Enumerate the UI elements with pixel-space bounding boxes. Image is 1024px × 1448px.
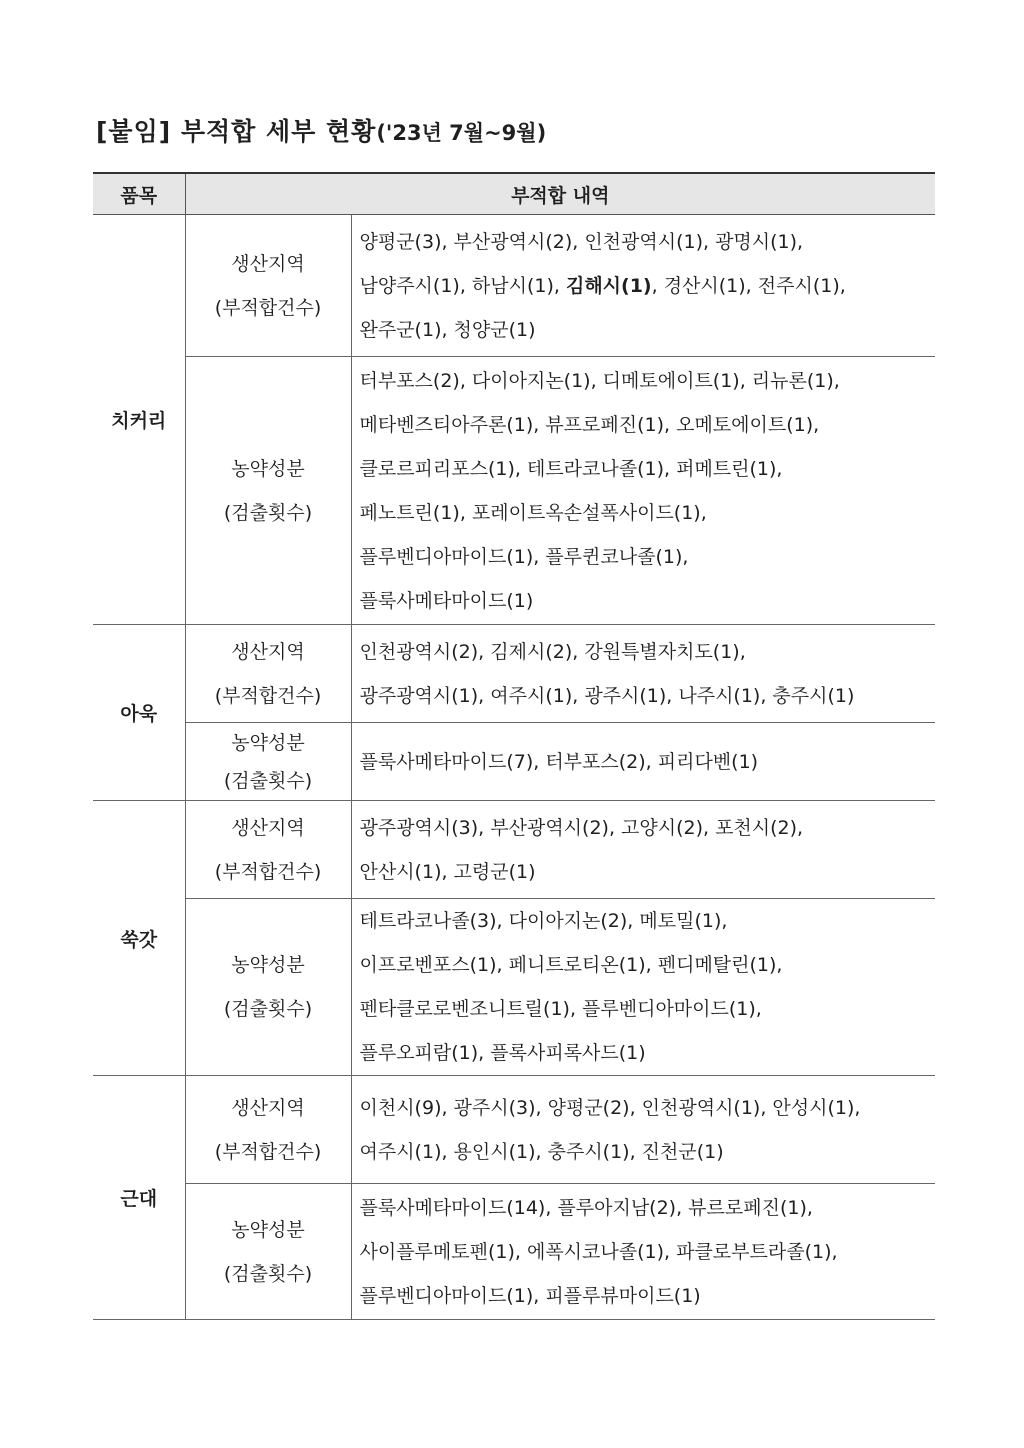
- type-cell: [185, 1076, 351, 1184]
- header-item: 품목: [93, 173, 185, 215]
- type-label: 생산지역: [231, 1096, 305, 1119]
- type-sublabel: (부적합건수): [214, 1140, 322, 1163]
- detail-cell: [351, 1076, 935, 1184]
- type-sublabel: (부적합건수): [214, 860, 322, 883]
- table-row: [93, 357, 935, 625]
- detail-line: 광주광역시(3), 부산광역시(2), 고양시(2), 포천시(2),: [359, 816, 804, 839]
- table-row: [93, 801, 935, 899]
- detail-line: 플룩사메타마이드(1): [359, 589, 534, 612]
- type-label: 농약성분: [231, 457, 305, 480]
- detail-line: 이천시(9), 광주시(3), 양평군(2), 인천광역시(1), 안성시(1),: [359, 1096, 861, 1119]
- detail-line: 플룩사메타마이드(14), 플루아지남(2), 뷰르로페진(1),: [359, 1196, 813, 1219]
- type-sublabel: (검출횟수): [223, 769, 313, 792]
- type-label: 생산지역: [231, 640, 305, 663]
- detail-cell: [351, 625, 935, 723]
- detail-line: 광주광역시(1), 여주시(1), 광주시(1), 나주시(1), 충주시(1): [359, 684, 855, 707]
- type-cell: [185, 1184, 351, 1320]
- detail-line: 인천광역시(2), 김제시(2), 강원특별자치도(1),: [359, 640, 746, 663]
- detail-line: 이프로벤포스(1), 페니트로티온(1), 펜디메탈린(1),: [359, 954, 783, 976]
- detail-line: 메타벤즈티아주론(1), 뷰프로페진(1), 오메토에이트(1),: [359, 413, 820, 436]
- type-cell: [185, 215, 351, 357]
- type-cell: [185, 625, 351, 723]
- nonconformity-table: [93, 172, 935, 1320]
- item-name: 쑥갓: [93, 801, 185, 1076]
- item-name: 근대: [93, 1076, 185, 1320]
- item-name: 아욱: [93, 625, 185, 801]
- detail-cell: [351, 1184, 935, 1320]
- type-sublabel: (부적합건수): [214, 684, 322, 707]
- page-title: [96, 112, 546, 148]
- type-sublabel: (검출횟수): [223, 1262, 313, 1285]
- header-detail: 부적합 내역: [185, 173, 935, 215]
- table-row: [93, 1076, 935, 1184]
- type-label: 농약성분: [231, 731, 305, 754]
- type-cell: [185, 801, 351, 899]
- detail-line: 터부포스(2), 다이아지논(1), 디메토에이트(1), 리뉴론(1),: [359, 369, 840, 392]
- detail-line: 플루벤디아마이드(1), 피플루뷰마이드(1): [359, 1284, 701, 1307]
- type-cell: [185, 899, 351, 1076]
- detail-cell: [351, 357, 935, 625]
- detail-highlight: 김해시(1): [565, 274, 652, 297]
- type-sublabel: (부적합건수): [214, 296, 322, 319]
- type-cell: [185, 357, 351, 625]
- page-title-period: ('23년 7월~9월): [376, 121, 547, 145]
- detail-line: 플루벤디아마이드(1), 플루퀸코나졸(1),: [359, 545, 689, 568]
- detail-text: , 경산시(1), 전주시(1),: [651, 274, 846, 297]
- detail-line: 클로르피리포스(1), 테트라코나졸(1), 퍼메트린(1),: [359, 457, 783, 480]
- table-row: [93, 723, 935, 801]
- detail-cell: [351, 801, 935, 899]
- table-row: [93, 899, 935, 1076]
- detail-cell: [351, 723, 935, 801]
- type-cell: [185, 723, 351, 801]
- detail-line: 여주시(1), 용인시(1), 충주시(1), 진천군(1): [359, 1140, 724, 1163]
- detail-line: 플루오피람(1), 플록사피록사드(1): [359, 1042, 646, 1064]
- detail-line: 펜타클로로벤조니트릴(1), 플루벤디아마이드(1),: [359, 998, 762, 1020]
- page-title-main: [붙임] 부적합 세부 현황: [96, 117, 377, 146]
- detail-line: 안산시(1), 고령군(1): [359, 860, 536, 883]
- table-header-row: [93, 173, 935, 215]
- type-label: 생산지역: [231, 252, 305, 275]
- type-sublabel: (검출횟수): [223, 998, 313, 1020]
- detail-line: 테트라코나졸(3), 다이아지논(2), 메토밀(1),: [359, 910, 728, 932]
- table-row: [93, 625, 935, 723]
- detail-line: 페노트린(1), 포레이트옥손설폭사이드(1),: [359, 501, 707, 524]
- type-sublabel: (검출횟수): [223, 501, 313, 524]
- table-row: [93, 215, 935, 357]
- detail-text: 남양주시(1), 하남시(1),: [359, 274, 566, 297]
- detail-cell: [351, 899, 935, 1076]
- table-row: [93, 1184, 935, 1320]
- item-name: 치커리: [93, 215, 185, 625]
- detail-line: 사이플루메토펜(1), 에폭시코나졸(1), 파클로부트라졸(1),: [359, 1240, 838, 1263]
- type-label: 생산지역: [231, 816, 305, 839]
- detail-line: [360, 264, 936, 308]
- detail-line: 완주군(1), 청양군(1): [359, 318, 536, 341]
- type-label: 농약성분: [231, 1218, 305, 1241]
- type-label: 농약성분: [231, 954, 305, 976]
- detail-line: 플룩사메타마이드(7), 터부포스(2), 피리다벤(1): [359, 750, 759, 773]
- detail-cell: [351, 215, 935, 357]
- detail-line: 양평군(3), 부산광역시(2), 인천광역시(1), 광명시(1),: [359, 230, 804, 253]
